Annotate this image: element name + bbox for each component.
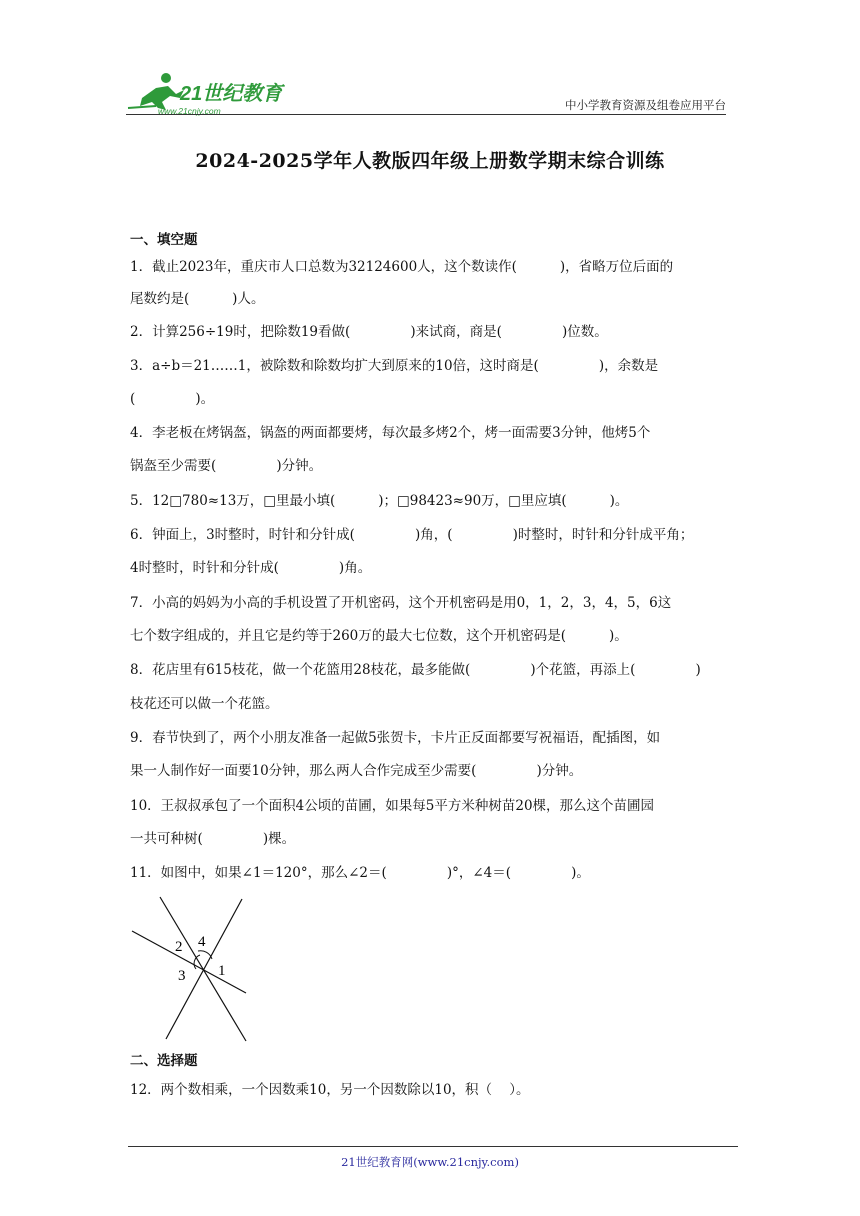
header-divider [126, 114, 726, 115]
page-title: 2024-2025学年人教版四年级上册数学期末综合训练 [195, 150, 665, 172]
line-a [132, 931, 246, 993]
logo-text: 21世纪教育 [180, 83, 283, 105]
question-line: 7．小高的妈妈为小高的手机设置了开机密码，这个开机密码是用0，1，2，3，4，5，6这 [130, 595, 672, 611]
footer-divider [128, 1146, 738, 1147]
question-line: 6．钟面上，3时整时，时针和分针成( )角，( )时整时，时针和分针成平角； [130, 527, 694, 543]
angle-label-3: 3 [178, 968, 186, 984]
question-line: 七个数字组成的，并且它是约等于260万的最大七位数，这个开机密码是( )。 [130, 628, 628, 644]
question-line: 尾数约是( )人。 [130, 291, 265, 307]
question-line: 8．花店里有615枝花，做一个花篮用28枝花，最多能做( )个花篮，再添上( ) [130, 662, 701, 678]
section-fill-in: 一、填空题 [130, 232, 198, 248]
intersecting-lines-figure [128, 893, 248, 1043]
question-line: ( )。 [130, 391, 215, 407]
question-line: 11．如图中，如果∠1＝120°，那么∠2＝( )°，∠4＝( )。 [130, 865, 590, 881]
runner-icon [128, 73, 184, 110]
question-line: 3．a÷b＝21……1，被除数和除数均扩大到原来的10倍，这时商是( )，余数是 [130, 358, 659, 374]
question-line: 4．李老板在烤锅盔，锅盔的两面都要烤，每次最多烤2个，烤一面需要3分钟，他烤5个 [130, 425, 651, 441]
question-line: 12．两个数相乘，一个因数乘10，另一个因数除以10，积（ ）。 [130, 1082, 530, 1098]
question-line: 一共可种树( )棵。 [130, 831, 296, 847]
logo-url: www.21cnjy.com [158, 106, 221, 116]
question-line: 1．截止2023年，重庆市人口总数为32124600人，这个数读作( )，省略万位后面的 [130, 259, 674, 275]
question-line: 5．12□780≈13万，□里最小填( )；□98423≈90万，□里应填( )。 [130, 493, 629, 509]
line-b [160, 897, 246, 1041]
angle-label-4: 4 [198, 934, 206, 950]
question-line: 果一人制作好一面要10分钟，那么两人合作完成至少需要( )分钟。 [130, 763, 583, 779]
platform-tagline: 中小学教育资源及组卷应用平台 [565, 98, 726, 112]
question-line: 2．计算256÷19时，把除数19看做( )来试商，商是( )位数。 [130, 324, 608, 340]
angle-label-1: 1 [218, 963, 226, 979]
logo-21cnjy [122, 68, 312, 118]
section-choice: 二、选择题 [130, 1053, 198, 1069]
question-line: 9．春节快到了，两个小朋友准备一起做5张贺卡，卡片正反面都要写祝福语，配插图，如 [130, 730, 661, 746]
page-header [122, 64, 728, 116]
question-line: 锅盔至少需要( )分钟。 [130, 458, 323, 474]
angle-label-2: 2 [175, 939, 183, 955]
question-line: 10．王叔叔承包了一个面积4公顷的苗圃，如果每5平方米种树苗20棵，那么这个苗圃园 [130, 798, 655, 814]
question-line: 4时整时，时针和分针成( )角。 [130, 560, 372, 576]
footer-link[interactable]: 21世纪教育网(www.21cnjy.com) [341, 1155, 519, 1169]
question-line: 枝花还可以做一个花篮。 [130, 696, 279, 712]
